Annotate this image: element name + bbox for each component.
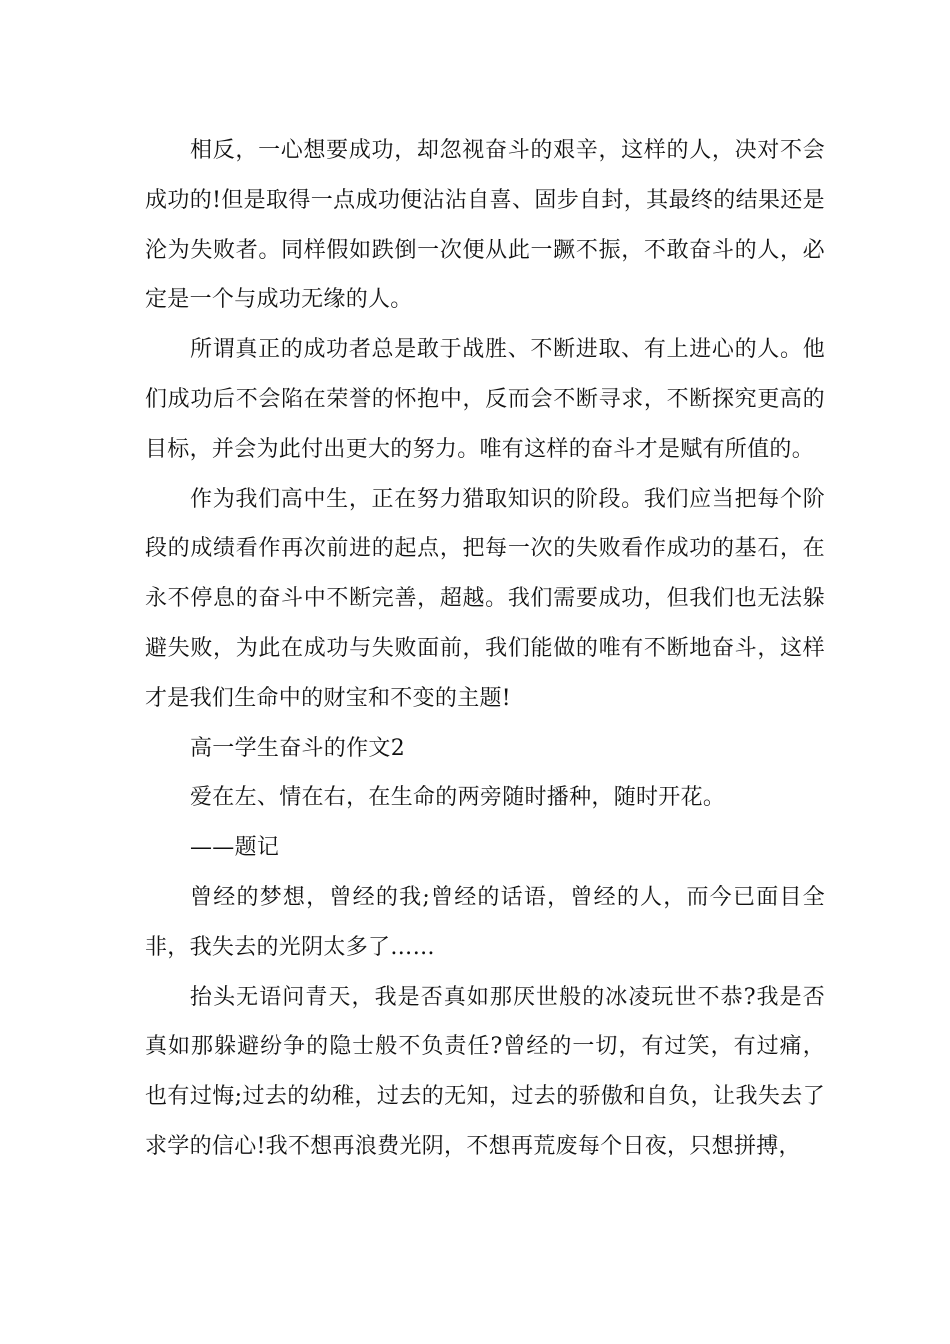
paragraph-2: 所谓真正的成功者总是敢于战胜、不断进取、有上进心的人。他们成功后不会陷在荣誉的怀抱中，反而会不断寻求，不断探究更高的目标，并会为此付出更大的努力。唯有这样的奋斗才是赋有所值的。 bbox=[145, 337, 825, 462]
paragraph-5: 抬头无语问青天，我是否真如那厌世般的冰凌玩世不恭?我是否真如那躲避纷争的隐士般不负责任?曾经的一切，有过笑，有过痛，也有过悔;过去的幼稚，过去的无知，过去的骄傲和自负，让我失去了求学的信心!我不想再浪费光阴，不想再荒废每个日夜，只想拼搏， bbox=[145, 984, 825, 1159]
paragraph-3: 作为我们高中生，正在努力猎取知识的阶段。我们应当把每个阶段的成绩看作再次前进的起点，把每一次的失败看作成功的基石，在永不停息的奋斗中不断完善，超越。我们需要成功，但我们也无法躲避失败，为此在成功与失败面前，我们能做的唯有不断地奋斗，这样才是我们生命中的财宝和不变的主题! bbox=[145, 486, 825, 711]
paragraph-4: 曾经的梦想，曾经的我;曾经的话语，曾经的人，而今已面目全非，我失去的光阴太多了…… bbox=[145, 884, 825, 960]
document-body bbox=[145, 126, 825, 1172]
epigraph: 爱在左、情在右，在生命的两旁随时播种，随时开花。 bbox=[190, 785, 726, 811]
epigraph-attribution: ——题记 bbox=[190, 835, 280, 861]
section-heading: 高一学生奋斗的作文2 bbox=[190, 735, 405, 761]
paragraph-1: 相反，一心想要成功，却忽视奋斗的艰辛，这样的人，决对不会成功的!但是取得一点成功便沾沾自喜、固步自封，其最终的结果还是沦为失败者。同样假如跌倒一次便从此一蹶不振，不敢奋斗的人，必定是一个与成功无缘的人。 bbox=[145, 138, 825, 313]
